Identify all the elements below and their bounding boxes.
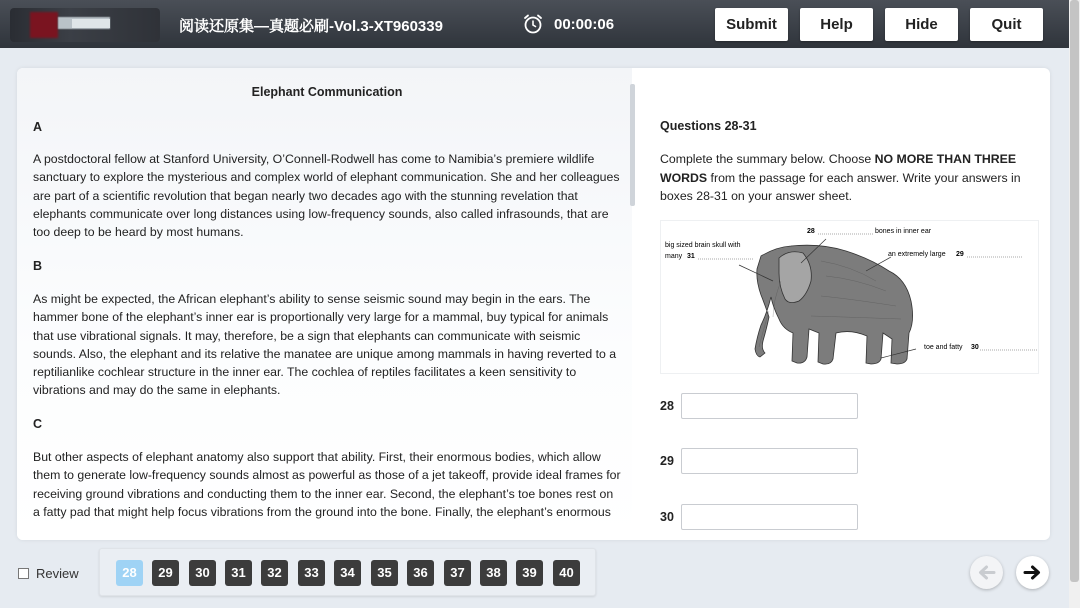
section-heading-b: B bbox=[33, 259, 43, 273]
diagram-label-31-text1: big sized brain skull with bbox=[665, 242, 741, 249]
page-scrollbar[interactable] bbox=[1069, 0, 1080, 608]
hide-button[interactable]: Hide bbox=[885, 8, 958, 41]
question-nav-button[interactable]: 40 bbox=[553, 560, 580, 586]
timer-display: 00:00:06 bbox=[554, 16, 615, 33]
question-nav-button[interactable]: 35 bbox=[371, 560, 398, 586]
arrow-right-icon bbox=[1016, 556, 1049, 589]
submit-button[interactable]: Submit bbox=[715, 8, 788, 41]
content-panel bbox=[17, 68, 1050, 540]
diagram-label-29-num: 29 bbox=[956, 251, 964, 258]
diagram-label-31-num: 31 bbox=[687, 253, 695, 260]
question-nav-button[interactable]: 30 bbox=[189, 560, 216, 586]
previous-button[interactable] bbox=[970, 556, 1003, 589]
diagram-label-29-text: an extremely large bbox=[888, 251, 946, 258]
instructions: Complete the summary below. Choose NO MORE THAN THREE WORDS from the passage for each answer. Write your answers in boxes 28-31 on your answer sheet. bbox=[660, 152, 1021, 203]
arrow-left-icon bbox=[970, 556, 1003, 589]
section-heading-a: A bbox=[33, 120, 43, 134]
question-nav-button[interactable]: 33 bbox=[298, 560, 325, 586]
diagram-label-30-text: toe and fatty bbox=[924, 344, 963, 351]
questions-title: Questions 28-31 bbox=[660, 119, 757, 133]
question-nav-button[interactable]: 32 bbox=[261, 560, 288, 586]
top-bar bbox=[0, 0, 1080, 48]
question-nav-button[interactable]: 38 bbox=[480, 560, 507, 586]
diagram-label-28-num: 28 bbox=[807, 228, 815, 235]
question-number: 28 bbox=[660, 399, 674, 413]
review-label: Review bbox=[36, 566, 79, 581]
section-text-b: As might be expected, the African elephant’s ability to sense seismic sound may begin in the ears. The hammer bone of the elephant’s inner ear is proportionally very large for a mammal, buy typical for animals that use vibrational signals. It may, therefore, be a sign that elephants can communicate with seismic sounds. Also, the elephant and its relative the manatee are unique among mammals in having reverted to a reptilianlike cochlear structure in the inner ear. The cochlea of reptiles facilitates a keen sensitivity to vibrations and may do the same in elephants. bbox=[33, 292, 617, 398]
question-nav-button[interactable]: 31 bbox=[225, 560, 252, 586]
review-checkbox[interactable] bbox=[18, 568, 29, 579]
question-nav-button[interactable]: 29 bbox=[152, 560, 179, 586]
question-navigator bbox=[99, 548, 596, 596]
test-title: 阅读还原集—真题必刷-Vol.3-XT960339 bbox=[179, 18, 443, 35]
question-number: 29 bbox=[660, 454, 674, 468]
next-button[interactable] bbox=[1016, 556, 1049, 589]
question-nav-button[interactable]: 39 bbox=[516, 560, 543, 586]
question-nav-button[interactable]: 28 bbox=[116, 560, 143, 586]
answer-input-28[interactable] bbox=[681, 393, 858, 419]
diagram-label-31-text2: many bbox=[665, 253, 683, 260]
help-button[interactable]: Help bbox=[800, 8, 873, 41]
elephant-illustration bbox=[661, 221, 1040, 375]
elephant-diagram bbox=[660, 220, 1039, 374]
diagram-label-30-num: 30 bbox=[971, 344, 979, 351]
section-text-c: But other aspects of elephant anatomy also support that ability. First, their enormous bodies, which allow them to generate low-frequency sounds almost as powerful as those of a jet takeoff, provide ideal frames for receiving ground vibrations and conducting them to the inner ear. Second, the elephant’s toe bones rest on a fatty pad that might help focus vibrations from the ground into the bone. Finally, the elephant’s enormous bbox=[33, 450, 621, 519]
answer-input-29[interactable] bbox=[681, 448, 858, 474]
diagram-label-28-text: bones in inner ear bbox=[875, 228, 932, 235]
quit-button[interactable]: Quit bbox=[970, 8, 1043, 41]
question-nav-button[interactable]: 37 bbox=[444, 560, 471, 586]
question-number: 30 bbox=[660, 510, 674, 524]
alarm-clock-icon bbox=[522, 13, 544, 35]
answer-input-30[interactable] bbox=[681, 504, 858, 530]
questions-pane[interactable] bbox=[660, 68, 1045, 540]
passage-pane[interactable] bbox=[17, 68, 632, 540]
question-nav-button[interactable]: 36 bbox=[407, 560, 434, 586]
passage-scrollbar[interactable] bbox=[630, 84, 635, 206]
question-nav-button[interactable]: 34 bbox=[334, 560, 361, 586]
passage-title: Elephant Communication bbox=[251, 85, 403, 99]
section-heading-c: C bbox=[33, 417, 43, 431]
scrollbar-thumb[interactable] bbox=[1070, 0, 1079, 582]
review-toggle[interactable] bbox=[18, 566, 79, 581]
user-avatar-blurred bbox=[10, 8, 160, 42]
section-text-a: A postdoctoral fellow at Stanford University, O’Connell-Rodwell has come to Namibia’s premiere wildlife sanctuary to explore the mysterious and complex world of elephant communication. She and her colleagues are part of a scientific revolution that began nearly two decades ago with the stunning revelation that elephants communicate over long distances using low-frequency sounds, also called infrasounds, that are too deep to be heard by most humans. bbox=[33, 152, 620, 240]
